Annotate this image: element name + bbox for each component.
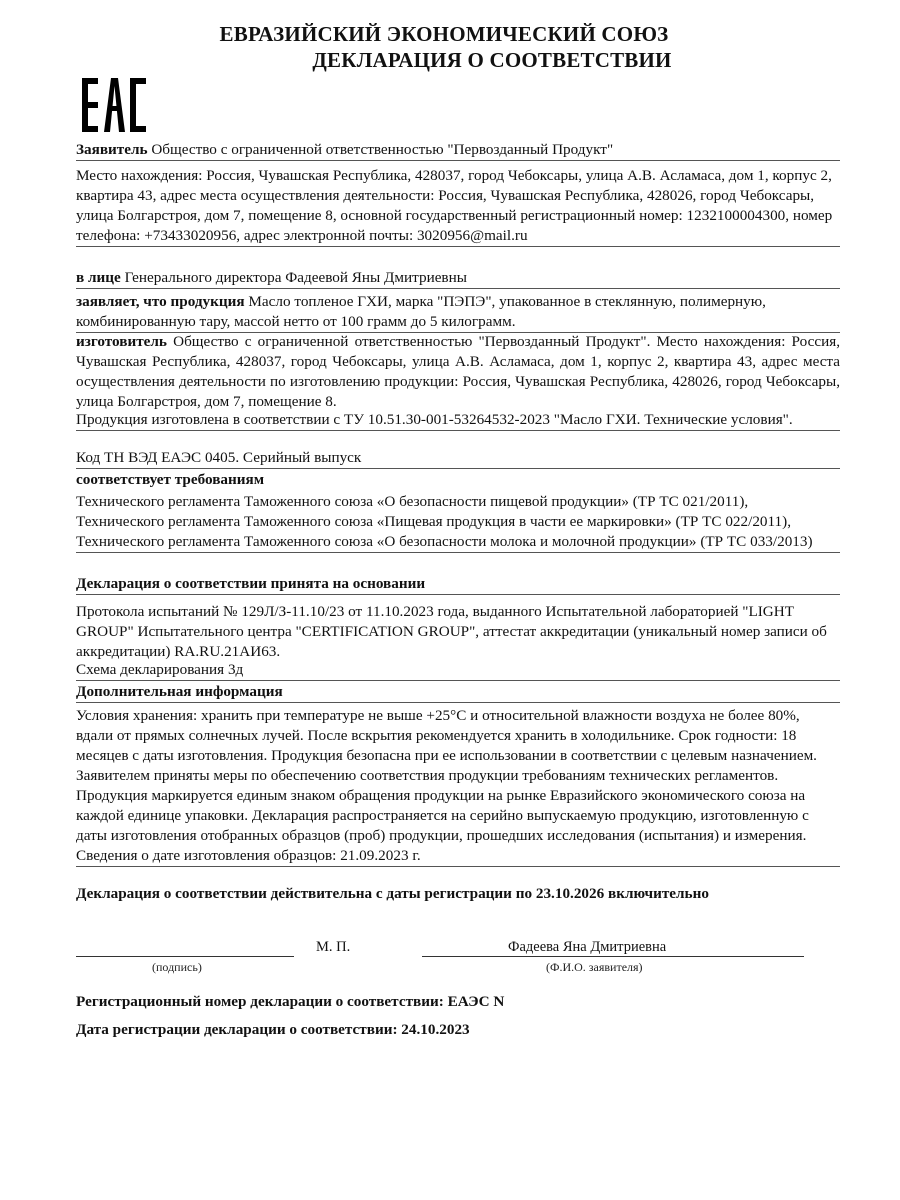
name-caption: (Ф.И.О. заявителя) [546,960,643,974]
basis-label: Декларация о соответствии принята на основании [76,575,426,592]
product-label: заявляет, что продукция [76,293,245,310]
signer-name: Фадеева Яна Дмитриевна [508,939,667,955]
manufacturer-spec: Продукция изготовлена в соответствии с ТУ 10.51.30-001-53264532-2023 "Масло ГХИ. Технические условия". [76,411,793,428]
product-text: Масло топленое ГХИ, марка "ПЭПЭ", упакованное в стеклянную, полимерную, комбинированную тару, массой нетто от 100 грамм до 5 килограмм. [76,293,766,330]
product-section [76,292,840,333]
header-declaration-title: ДЕКЛАРАЦИЯ О СООТВЕТСТВИИ [312,48,672,72]
requirements-label: соответствует требованиям [76,471,265,488]
requirements-section [76,492,840,553]
address-text: Место нахождения: Россия, Чувашская Республика, 428037, город Чебоксары, улица А.В. Асламаса, дом 1, корпус 2, квартира 43, адрес места осуществления деятельности: Россия, Чувашская Республика, 428026, город Чебоксары, улица Болгарстроя, дом 7, помещение 8, основной государственный регистрационный номер: 1232100004300, номер телефона: +73433020956, адрес электронной почты: 3020956@mail.ru [76,167,833,244]
registration-date: Дата регистрации декларации о соответствии: 24.10.2023 [76,1021,470,1038]
applicant-section [76,140,840,161]
additional-label: Дополнительная информация [76,683,283,700]
signature-line [76,956,294,957]
representative-section [76,268,840,289]
basis-section [76,602,840,662]
stamp-placeholder: М. П. [316,939,351,955]
additional-text: Условия хранения: хранить при температуре не выше +25°С и относительной влажности воздуха не более 80%, вдали от прямых солнечных лучей. После вскрытия рекомендуется хранить в холодильнике. Срок годности: 18 месяцев с даты изготовления. Продукция безопасна при ее использовании в соответствии с целевым назначением. Заявителем приняты меры по обеспечению соответствия продукции требованиям технических регламентов. Продукция маркируется единым знаком обращения продукции на рынке Евразийского экономического союза на каждой единице упаковки. Декларация распространяется на серийно выпускаемую продукцию, изготовленную с даты изготовления отобранных образцов (проб) продукции, прошедших исследования (испытания) и измерения. Сведения о дате изготовления образцов: 21.09.2023 г. [76,707,817,864]
code-text: Код ТН ВЭД ЕАЭС 0405. Серийный выпуск [76,449,362,466]
signature-caption: (подпись) [152,960,202,974]
additional-label-section [76,682,840,703]
basis-scheme: Схема декларирования 3д [76,661,244,678]
registration-number: Регистрационный номер декларации о соответствии: ЕАЭС N [76,993,505,1010]
requirements-label-section [76,470,840,490]
basis-text: Протокола испытаний № 129Л/З-11.10/23 от 11.10.2023 года, выданного Испытательной лабораторией "LIGHT GROUP" Испытательного центра "CERTIFICATION GROUP", аттестат аккредитации (уникальный номер записи об аккредитации) RA.RU.21АИ63. [76,603,827,660]
name-line [422,956,804,957]
code-section [76,448,840,469]
manufacturer-text: Общество с ограниченной ответственностью "Первозданный Продукт". Место нахождения: Россия, Чувашская Республика, 428037, город Чебоксары, улица А.В. Асламаса, дом 1, корпус 2, квартира 43, адрес места осуществления деятельности по изготовлению продукции: Россия, Чувашская Республика, 428026, город Чебоксары, улица Болгарстроя, дом 7, помещение 8. [76,333,840,410]
address-section [76,166,840,247]
validity-text: Декларация о соответствии действительна с даты регистрации по 23.10.2026 включительно [76,885,709,902]
representative-text: Генерального директора Фадеевой Яны Дмитриевны [120,269,467,286]
manufacturer-spec-section [76,410,840,431]
basis-scheme-section [76,660,840,681]
representative-label: в лице [76,269,121,286]
additional-section [76,706,840,867]
basis-label-section [76,574,840,595]
requirements-text: Технического регламента Таможенного союза «О безопасности пищевой продукции» (ТР ТС 021/2011), Технического регламента Таможенного союза «Пищевая продукция в части ее маркировки» (ТР ТС 022/2011), Технического регламента Таможенного союза «О безопасности молока и молочной продукции» (ТР ТС 033/2013) [76,493,813,550]
applicant-text: Общество с ограниченной ответственностью "Первозданный Продукт" [147,141,614,158]
applicant-label: Заявитель [76,141,148,158]
eac-logo [80,76,148,134]
manufacturer-section [76,332,840,412]
header-union-title: ЕВРАЗИЙСКИЙ ЭКОНОМИЧЕСКИЙ СОЮЗ [219,22,669,46]
validity-section [76,884,840,904]
manufacturer-label: изготовитель [76,333,167,350]
